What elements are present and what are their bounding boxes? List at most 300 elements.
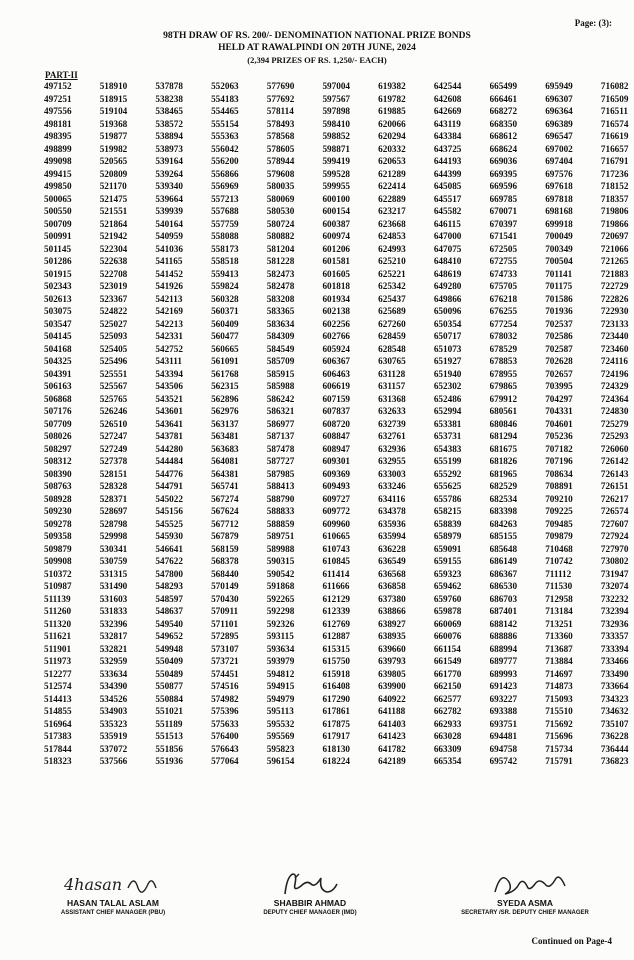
bond-number-cell: 602256 bbox=[322, 318, 350, 329]
bond-number-cell: 525765 bbox=[99, 393, 128, 404]
bond-number-cell: 678955 bbox=[489, 368, 518, 379]
bond-number-cell: 577690 bbox=[266, 81, 295, 91]
bond-number-cell: 718152 bbox=[600, 181, 629, 191]
bond-number-cell: 502613 bbox=[44, 293, 72, 304]
bond-number-cell: 522638 bbox=[99, 256, 128, 266]
bond-number-cell: 518910 bbox=[99, 81, 128, 91]
bond-number-cell: 625221 bbox=[378, 268, 406, 279]
bond-number-cell: 631157 bbox=[378, 381, 406, 391]
header-line-1: 98TH DRAW OF RS. 200/- DENOMINATION NATIONAL PRIZE BONDS bbox=[163, 31, 471, 41]
bond-number-cell: 668272 bbox=[489, 106, 518, 116]
bond-number-cell: 580882 bbox=[266, 231, 295, 241]
bond-number-cell: 686367 bbox=[489, 568, 518, 579]
bond-number-cell: 722930 bbox=[600, 306, 629, 316]
bond-number-cell: 509908 bbox=[44, 556, 72, 566]
bond-number-cell: 574982 bbox=[211, 693, 239, 704]
header-line-3: (2,394 PRIZES OF RS. 1,250/- EACH) bbox=[247, 55, 387, 65]
bond-number-cell: 534390 bbox=[99, 681, 128, 691]
bond-number-cell: 508312 bbox=[44, 456, 72, 466]
bond-number-cell: 580724 bbox=[266, 218, 295, 229]
bond-number-cell: 563137 bbox=[211, 418, 239, 429]
bond-number-cell: 709879 bbox=[545, 531, 573, 541]
bond-number-cell: 543506 bbox=[155, 381, 183, 391]
bond-number-cell: 645582 bbox=[433, 206, 462, 216]
bond-number-cell: 509879 bbox=[44, 543, 72, 554]
table-row bbox=[44, 268, 634, 281]
bond-number-cell: 600387 bbox=[322, 218, 350, 229]
bond-number-cell: 510372 bbox=[44, 568, 72, 579]
bond-number-cell: 615315 bbox=[322, 643, 350, 654]
bond-number-cell: 665354 bbox=[433, 756, 462, 766]
bond-number-cell: 724116 bbox=[600, 356, 628, 366]
table-row bbox=[44, 130, 634, 143]
bond-number-cell: 602766 bbox=[322, 331, 350, 341]
bond-number-cell: 595569 bbox=[266, 731, 295, 741]
bond-number-cell: 643725 bbox=[433, 143, 462, 154]
bond-number-cell: 721883 bbox=[600, 268, 629, 279]
bond-number-cell: 507176 bbox=[44, 406, 72, 416]
bond-number-cell: 558088 bbox=[211, 231, 239, 241]
bond-number-cell: 586242 bbox=[266, 393, 295, 404]
bond-number-cell: 634378 bbox=[378, 506, 406, 516]
bond-number-cell: 506163 bbox=[44, 381, 72, 391]
bond-number-cell: 518915 bbox=[99, 93, 128, 104]
table-row bbox=[44, 380, 634, 393]
bond-number-cell: 632955 bbox=[378, 456, 406, 466]
bond-number-cell: 594979 bbox=[266, 693, 295, 704]
bond-number-cell: 540164 bbox=[155, 218, 183, 229]
table-row bbox=[44, 105, 634, 118]
bond-number-cell: 732074 bbox=[600, 581, 629, 591]
bond-number-cell: 525567 bbox=[99, 381, 128, 391]
bond-number-cell: 697618 bbox=[545, 181, 573, 191]
bond-number-cell: 520565 bbox=[99, 156, 128, 166]
bond-number-cell: 508026 bbox=[44, 431, 72, 441]
bond-number-cell: 498395 bbox=[44, 131, 72, 141]
part-label: PART-II bbox=[45, 70, 78, 80]
bond-number-cell: 557213 bbox=[211, 193, 239, 204]
bond-number-cell: 543601 bbox=[155, 406, 183, 416]
bond-number-cell: 601934 bbox=[322, 293, 350, 304]
bond-number-cell: 497556 bbox=[44, 106, 72, 116]
bond-number-cell: 509230 bbox=[44, 506, 72, 516]
bond-number-cell: 514855 bbox=[44, 706, 72, 716]
bond-number-cell: 689993 bbox=[489, 668, 518, 679]
bond-number-cell: 633246 bbox=[378, 481, 406, 491]
bond-number-cell: 550409 bbox=[155, 656, 183, 666]
bond-number-cell: 736444 bbox=[600, 743, 629, 754]
bond-number-cell: 541165 bbox=[155, 256, 183, 266]
bond-number-cell: 709225 bbox=[545, 506, 573, 516]
svg-text:4hasan: 4hasan bbox=[64, 875, 123, 894]
bond-number-cell: 525027 bbox=[99, 318, 128, 329]
bond-number-cell: 562896 bbox=[211, 393, 239, 404]
bond-number-cell: 509278 bbox=[44, 518, 72, 529]
bond-number-cell: 538238 bbox=[155, 93, 183, 104]
bond-number-cell: 715734 bbox=[545, 743, 573, 754]
bond-number-cell: 511621 bbox=[44, 631, 72, 641]
bond-number-cell: 598410 bbox=[322, 118, 350, 129]
bond-number-cell: 576400 bbox=[211, 731, 239, 741]
bond-number-cell: 640922 bbox=[378, 693, 406, 704]
bond-number-cell: 583208 bbox=[266, 293, 295, 304]
bond-number-cell: 570911 bbox=[211, 606, 239, 616]
bond-number-cell: 564081 bbox=[211, 456, 239, 466]
bond-number-cell: 506868 bbox=[44, 393, 72, 404]
bond-number-cell: 652302 bbox=[433, 381, 462, 391]
bond-number-cell: 617917 bbox=[322, 731, 350, 741]
bond-number-cell: 651940 bbox=[433, 368, 462, 379]
bond-number-cell: 679865 bbox=[489, 381, 518, 391]
bond-number-cell: 620066 bbox=[378, 118, 406, 129]
bond-number-cell: 707196 bbox=[545, 456, 573, 466]
table-row bbox=[44, 593, 634, 606]
bond-number-cell: 695949 bbox=[545, 81, 573, 91]
bond-number-cell: 568378 bbox=[211, 556, 239, 566]
bond-number-cell: 659323 bbox=[433, 568, 462, 579]
bond-number-cell: 616408 bbox=[322, 681, 350, 691]
table-row bbox=[44, 518, 634, 531]
bond-number-cell: 641782 bbox=[378, 743, 406, 754]
bond-number-cell: 588790 bbox=[266, 493, 295, 504]
bond-number-cell: 556042 bbox=[211, 143, 239, 154]
bond-number-cell: 501286 bbox=[44, 256, 72, 266]
bond-number-cell: 561091 bbox=[211, 356, 239, 366]
bond-number-cell: 580035 bbox=[266, 181, 295, 191]
bond-number-cell: 542331 bbox=[155, 331, 183, 341]
table-row bbox=[44, 543, 634, 556]
signatory-title: DEPUTY CHIEF MANAGER (IMD) bbox=[263, 910, 357, 916]
bond-number-cell: 710742 bbox=[545, 556, 573, 566]
bond-number-cell: 576643 bbox=[211, 743, 239, 754]
bond-number-cell: 658839 bbox=[433, 518, 462, 529]
bond-number-cell: 545022 bbox=[155, 493, 183, 504]
bond-number-cell: 512574 bbox=[44, 681, 72, 691]
bond-number-cell: 637380 bbox=[378, 593, 406, 604]
bond-number-cell: 584309 bbox=[266, 331, 295, 341]
table-row bbox=[44, 505, 634, 518]
bond-number-cell: 595532 bbox=[266, 718, 295, 729]
bond-number-cell: 592265 bbox=[266, 593, 295, 604]
bond-number-cell: 517383 bbox=[44, 731, 72, 741]
bond-number-cell: 539264 bbox=[155, 168, 183, 179]
bond-number-cell: 617290 bbox=[322, 693, 350, 704]
bond-number-cell: 639900 bbox=[378, 681, 406, 691]
bond-number-cell: 545156 bbox=[155, 506, 183, 516]
bond-number-cell: 624853 bbox=[378, 231, 406, 241]
bond-number-cell: 703995 bbox=[545, 381, 573, 391]
table-row bbox=[44, 568, 634, 581]
bond-number-cell: 590542 bbox=[266, 568, 295, 579]
bond-number-cell: 716791 bbox=[600, 156, 629, 166]
bond-number-cell: 567274 bbox=[211, 493, 239, 504]
bond-number-cell: 600154 bbox=[322, 206, 350, 216]
bond-number-cell: 660069 bbox=[433, 618, 462, 629]
bond-number-cell: 595113 bbox=[266, 706, 294, 716]
table-row bbox=[44, 755, 634, 768]
bond-number-cell: 666461 bbox=[489, 93, 518, 104]
bond-number-cell: 531603 bbox=[99, 593, 128, 604]
bond-number-cell: 608947 bbox=[322, 443, 350, 454]
bond-number-cell: 639805 bbox=[378, 668, 406, 679]
bond-number-cell: 705236 bbox=[545, 431, 573, 441]
table-row bbox=[44, 693, 634, 706]
bond-number-cell: 663309 bbox=[433, 743, 462, 754]
bond-number-cell: 504391 bbox=[44, 368, 72, 379]
bond-number-cell: 732936 bbox=[600, 618, 629, 629]
bond-number-cell: 713687 bbox=[545, 643, 573, 654]
bond-number-cell: 550877 bbox=[155, 681, 183, 691]
bond-number-cell: 669596 bbox=[489, 181, 518, 191]
bond-number-cell: 610845 bbox=[322, 556, 350, 566]
bond-number-cell: 658979 bbox=[433, 531, 462, 541]
bond-number-cell: 723460 bbox=[600, 343, 629, 354]
bond-number-cell: 631128 bbox=[378, 368, 406, 379]
bond-number-cell: 589751 bbox=[266, 531, 295, 541]
bond-number-cell: 511320 bbox=[44, 618, 72, 629]
bond-number-cell: 700349 bbox=[545, 243, 573, 254]
bond-number-cell: 733357 bbox=[600, 631, 629, 641]
bond-number-cell: 578605 bbox=[266, 143, 295, 154]
table-row bbox=[44, 443, 634, 456]
bond-number-cell: 525551 bbox=[99, 368, 128, 379]
bond-number-cell: 573721 bbox=[211, 656, 239, 666]
table-row bbox=[44, 530, 634, 543]
bond-number-cell: 563683 bbox=[211, 443, 239, 454]
bond-number-cell: 643384 bbox=[433, 131, 462, 141]
bond-number-cell: 633003 bbox=[378, 468, 406, 479]
bond-number-cell: 601581 bbox=[322, 256, 350, 266]
bond-number-cell: 715791 bbox=[545, 756, 573, 766]
bond-number-cell: 724830 bbox=[600, 406, 629, 416]
bond-number-cell: 521942 bbox=[99, 231, 128, 241]
bond-number-cell: 730802 bbox=[600, 556, 629, 566]
bond-number-cell: 696307 bbox=[545, 93, 573, 104]
table-row bbox=[44, 393, 634, 406]
bond-number-cell: 581204 bbox=[266, 243, 295, 254]
bond-number-cell: 647000 bbox=[433, 231, 462, 241]
bond-number-cell: 600974 bbox=[322, 231, 350, 241]
table-row bbox=[44, 618, 634, 631]
bond-number-cell: 527378 bbox=[99, 456, 128, 466]
bond-number-cell: 609960 bbox=[322, 518, 350, 529]
bond-number-cell: 602138 bbox=[322, 306, 350, 316]
bond-number-cell: 688886 bbox=[489, 631, 518, 641]
bond-number-cell: 678853 bbox=[489, 356, 518, 366]
bond-number-cell: 597567 bbox=[322, 93, 350, 104]
bond-number-cell: 543641 bbox=[155, 418, 183, 429]
bond-number-cell: 601605 bbox=[322, 268, 350, 279]
bond-number-cell: 534526 bbox=[99, 693, 128, 704]
bond-number-cell: 532817 bbox=[99, 631, 128, 641]
bond-number-cell: 599528 bbox=[322, 168, 350, 179]
bond-number-cell: 618130 bbox=[322, 743, 350, 754]
bond-number-cell: 702587 bbox=[545, 343, 573, 354]
bond-number-cell: 734323 bbox=[600, 693, 629, 704]
bond-number-cell: 549540 bbox=[155, 618, 183, 629]
bond-number-cell: 655625 bbox=[433, 481, 462, 491]
bond-number-cell: 644399 bbox=[433, 168, 462, 179]
bond-number-cell: 514413 bbox=[44, 693, 72, 704]
bond-number-cell: 693388 bbox=[489, 706, 518, 716]
bond-number-cell: 592298 bbox=[266, 606, 295, 616]
bond-number-cell: 586321 bbox=[266, 406, 295, 416]
bond-number-cell: 635936 bbox=[378, 518, 406, 529]
bond-number-cell: 723440 bbox=[600, 331, 629, 341]
bond-number-cell: 668624 bbox=[489, 143, 518, 154]
bond-number-cell: 527249 bbox=[99, 443, 128, 454]
bond-number-cell: 715692 bbox=[545, 718, 573, 729]
bond-number-cell: 521551 bbox=[99, 206, 128, 216]
bond-number-cell: 595823 bbox=[266, 743, 295, 754]
bond-number-cell: 511260 bbox=[44, 606, 72, 616]
bond-number-cell: 699918 bbox=[545, 218, 573, 229]
bond-number-cell: 548293 bbox=[155, 581, 183, 591]
bond-number-cell: 716619 bbox=[600, 131, 629, 141]
bond-number-cell: 611666 bbox=[322, 581, 350, 591]
handwritten-signature-icon bbox=[465, 870, 585, 898]
bond-number-cell: 694481 bbox=[489, 731, 518, 741]
bond-number-cell: 650717 bbox=[433, 331, 462, 341]
bond-number-cell: 627260 bbox=[378, 318, 406, 329]
bond-number-cell: 688142 bbox=[489, 618, 518, 629]
bond-number-cell: 636858 bbox=[378, 581, 406, 591]
bond-number-cell: 559413 bbox=[211, 268, 239, 279]
bond-number-cell: 731947 bbox=[600, 568, 629, 579]
bond-number-cell: 702657 bbox=[545, 368, 573, 379]
bond-number-cell: 522708 bbox=[99, 268, 128, 279]
bond-number-cell: 600100 bbox=[322, 193, 350, 204]
bond-number-cell: 528697 bbox=[99, 506, 128, 516]
bond-number-cell: 659155 bbox=[433, 556, 462, 566]
bond-number-cell: 579608 bbox=[266, 168, 295, 179]
bond-number-cell: 537072 bbox=[99, 743, 128, 754]
bond-number-cell: 683398 bbox=[489, 506, 518, 516]
bond-number-cell: 711112 bbox=[545, 568, 572, 579]
bond-number-cell: 716509 bbox=[600, 93, 629, 104]
table-row bbox=[44, 418, 634, 431]
bond-number-cell: 725293 bbox=[600, 431, 629, 441]
bond-number-cell: 670397 bbox=[489, 218, 518, 229]
bond-number-cell: 524822 bbox=[99, 306, 128, 316]
bond-number-cell: 585915 bbox=[266, 368, 295, 379]
bond-number-cell: 681965 bbox=[489, 468, 518, 479]
bond-number-cell: 733394 bbox=[600, 643, 629, 654]
bond-number-cell: 719806 bbox=[600, 206, 629, 216]
bond-number-cell: 641423 bbox=[378, 731, 406, 741]
bond-number-cell: 726142 bbox=[600, 456, 629, 466]
bond-number-cell: 586977 bbox=[266, 418, 295, 429]
bond-number-cell: 504168 bbox=[44, 343, 72, 354]
bond-number-cell: 551513 bbox=[155, 731, 183, 741]
table-row bbox=[44, 555, 634, 568]
bond-number-cell: 631368 bbox=[378, 393, 406, 404]
bond-number-cell: 662577 bbox=[433, 693, 462, 704]
prize-bond-numbers-table bbox=[44, 80, 634, 768]
bond-number-cell: 714697 bbox=[545, 668, 573, 679]
bond-number-cell: 588413 bbox=[266, 481, 295, 491]
bond-number-cell: 713184 bbox=[545, 606, 573, 616]
bond-number-cell: 713251 bbox=[545, 618, 573, 629]
bond-number-cell: 503547 bbox=[44, 318, 72, 329]
table-row bbox=[44, 205, 634, 218]
bond-number-cell: 715696 bbox=[545, 731, 573, 741]
bond-number-cell: 694758 bbox=[489, 743, 518, 754]
bond-number-cell: 560328 bbox=[211, 293, 239, 304]
document-header bbox=[0, 30, 634, 66]
bond-number-cell: 526246 bbox=[99, 406, 128, 416]
bond-number-cell: 612339 bbox=[322, 606, 350, 616]
bond-number-cell: 688994 bbox=[489, 643, 518, 654]
table-row bbox=[44, 630, 634, 643]
bond-number-cell: 558518 bbox=[211, 256, 239, 266]
bond-number-cell: 581228 bbox=[266, 256, 295, 266]
bond-number-cell: 580530 bbox=[266, 206, 295, 216]
bond-number-cell: 551936 bbox=[155, 756, 183, 766]
bond-number-cell: 727970 bbox=[600, 543, 629, 554]
bond-number-cell: 527247 bbox=[99, 431, 128, 441]
bond-number-cell: 659091 bbox=[433, 543, 462, 554]
table-row bbox=[44, 368, 634, 381]
bond-number-cell: 617875 bbox=[322, 718, 350, 729]
bond-number-cell: 720697 bbox=[600, 231, 629, 241]
bond-number-cell: 628548 bbox=[378, 343, 406, 354]
bond-number-cell: 608847 bbox=[322, 431, 350, 441]
bond-number-cell: 521864 bbox=[99, 218, 128, 229]
bond-number-cell: 632936 bbox=[378, 443, 406, 454]
bond-number-cell: 669395 bbox=[489, 168, 518, 179]
bond-number-cell: 539340 bbox=[155, 181, 183, 191]
table-row bbox=[44, 730, 634, 743]
bond-number-cell: 702537 bbox=[545, 318, 573, 329]
bond-number-cell: 500991 bbox=[44, 231, 72, 241]
bond-number-cell: 593634 bbox=[266, 643, 295, 654]
bond-number-cell: 574516 bbox=[211, 681, 239, 691]
bond-number-cell: 578114 bbox=[266, 106, 294, 116]
bond-number-cell: 716511 bbox=[600, 106, 628, 116]
bond-number-cell: 725279 bbox=[600, 418, 629, 429]
bond-number-cell: 735107 bbox=[600, 718, 629, 729]
bond-number-cell: 665499 bbox=[489, 81, 518, 91]
handwritten-signature-icon bbox=[58, 870, 168, 898]
bond-number-cell: 661154 bbox=[433, 643, 461, 654]
bond-number-cell: 570430 bbox=[211, 593, 239, 604]
bond-number-cell: 532959 bbox=[99, 656, 128, 666]
bond-number-cell: 610665 bbox=[322, 531, 350, 541]
bond-number-cell: 529998 bbox=[99, 531, 128, 541]
bond-number-cell: 681675 bbox=[489, 443, 518, 454]
signature-block bbox=[0, 870, 634, 930]
bond-number-cell: 596154 bbox=[266, 756, 295, 766]
bond-number-cell: 636549 bbox=[378, 556, 406, 566]
bond-number-cell: 615918 bbox=[322, 668, 350, 679]
bond-number-cell: 563481 bbox=[211, 431, 239, 441]
bond-number-cell: 680561 bbox=[489, 406, 518, 416]
bond-number-cell: 606367 bbox=[322, 356, 350, 366]
bond-number-cell: 674733 bbox=[489, 268, 518, 279]
header-line-2: HELD AT RAWALPINDI ON 20TH JUNE, 2024 bbox=[218, 43, 416, 53]
signatory-name: SYEDA ASMA bbox=[496, 898, 554, 908]
bond-number-cell: 696389 bbox=[545, 118, 573, 129]
bond-number-cell: 499415 bbox=[44, 168, 72, 179]
bond-number-cell: 639660 bbox=[378, 643, 406, 654]
bond-number-cell: 710468 bbox=[545, 543, 573, 554]
signature-3 bbox=[440, 870, 610, 916]
bond-number-cell: 558173 bbox=[211, 243, 239, 254]
table-row bbox=[44, 643, 634, 656]
bond-number-cell: 538973 bbox=[155, 143, 183, 154]
table-row bbox=[44, 430, 634, 443]
